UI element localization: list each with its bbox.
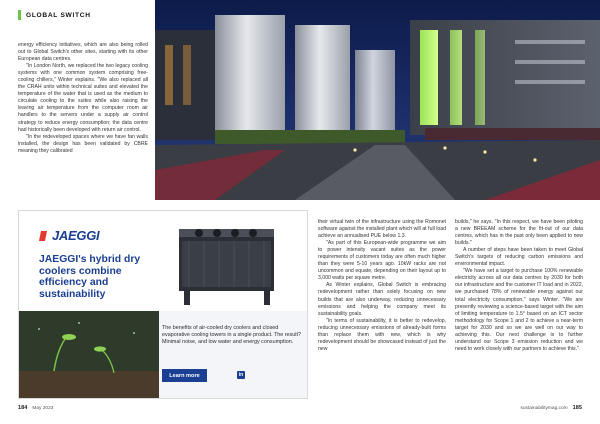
paragraph: "In the redeveloped spaces where we have fan walls installed, the design has been validated by CBRE meaning they calibrated xyxy=(18,133,148,154)
jaeggi-logo-text: JAEGGI xyxy=(52,228,100,243)
page-number-right: 185 xyxy=(572,405,582,411)
article-column-3 xyxy=(318,219,446,353)
learn-more-button[interactable]: Learn more xyxy=(162,369,207,382)
article-column-1 xyxy=(18,42,148,155)
site-url[interactable]: sustainabilitymag.com xyxy=(520,406,568,411)
jaeggi-logo xyxy=(39,228,99,243)
jaeggi-logo-mark-icon xyxy=(39,231,49,241)
linkedin-icon[interactable]: in xyxy=(238,372,244,378)
article-column-4 xyxy=(455,219,583,353)
page-number-left: 184 xyxy=(18,405,28,411)
paragraph: "In London North, we replaced the two legacy cooling systems with one common system comprising free-cooling chillers," Winter explains. "We also replaced all the CRAH units within technical suites and elevated the temperature of the water that is used as the medium to circulate cooling to the suites while also raising the leaving air temperature from the computer room air handlers to the servers under a supply air control strategy to reduce energy consumption; the data centre had historically been developed with return air control. xyxy=(18,63,148,133)
section-accent-bar xyxy=(18,10,21,20)
issue-date: May 2023 xyxy=(32,406,54,411)
footer-left xyxy=(18,405,53,411)
section-title: GLOBAL SWITCH xyxy=(26,11,91,19)
paragraph: "In terms of sustainability, it is better to redevelop, reducing unnecessary emissions of already-built forms than replace them with new, which is why redevelopment should be showcased instead of just the new xyxy=(318,317,446,352)
paragraph: "As part of this European-wide programme we aim to power intensity vacant suites as the power requirements of customers today are often much higher than they were 5-10 years ago. 10kW racks are not uncommon and equate, depending on their layout up to 3,000 watts per square metre. xyxy=(318,240,446,282)
paragraph: As Winter explains, Global Switch is embracing redevelopment rather than solely focusing on new builds that are also underway, reducing unnecessary emissions and helping the company meet its sustainability goals. xyxy=(318,282,446,317)
jaeggi-advertisement[interactable] xyxy=(18,210,308,399)
footer-right xyxy=(520,405,582,411)
section-header xyxy=(18,10,91,20)
paragraph: A number of steps have been taken to meet Global Switch's targets of reducing carbon emissions and environmental impact. xyxy=(455,247,583,268)
ad-headline: JAEGGI's hybrid dry coolers combine efficiency and sustainability xyxy=(39,254,141,300)
ad-description: The benefits of air-cooled dry coolers and closed evaporative cooling towers in a single product. The result? Minimal noise, and low water and energy consumption. xyxy=(162,325,301,345)
paragraph: energy efficiency initiatives, which are also being rolled out to Global Switch's other sites, starting with its other European data centres. xyxy=(18,42,148,63)
paragraph: their virtual twin of the infrastructure using the Romonet software against the installed plant which will at full load achieve an annualised PUE below 1.3. xyxy=(318,219,446,240)
paragraph: builds," he says. "In this respect, we have been piloting a new BREEAM scheme for the fit-out of our data centres, which has in the past only been applied to new builds." xyxy=(455,219,583,247)
paragraph: "We have set a target to purchase 100% renewable electricity across all our data centres by 2030 for both our infrastructure and the customer IT load and in 2022, we purchased 78% of renewable energy against our total electricity consumption," says Winter. "We are presently reviewing a science-based target with the aim of limiting temperature to 1.5° based on an ICT sector methodology for Scope 1 and 2 to achieve a near-term target for 2030 and so we are well on our way to achieving this. Our next challenge is to further understand our Scope 3 emission reduction and we need to work closely with our partners to achieve this." xyxy=(455,268,583,352)
data-centre-photo xyxy=(155,0,600,200)
